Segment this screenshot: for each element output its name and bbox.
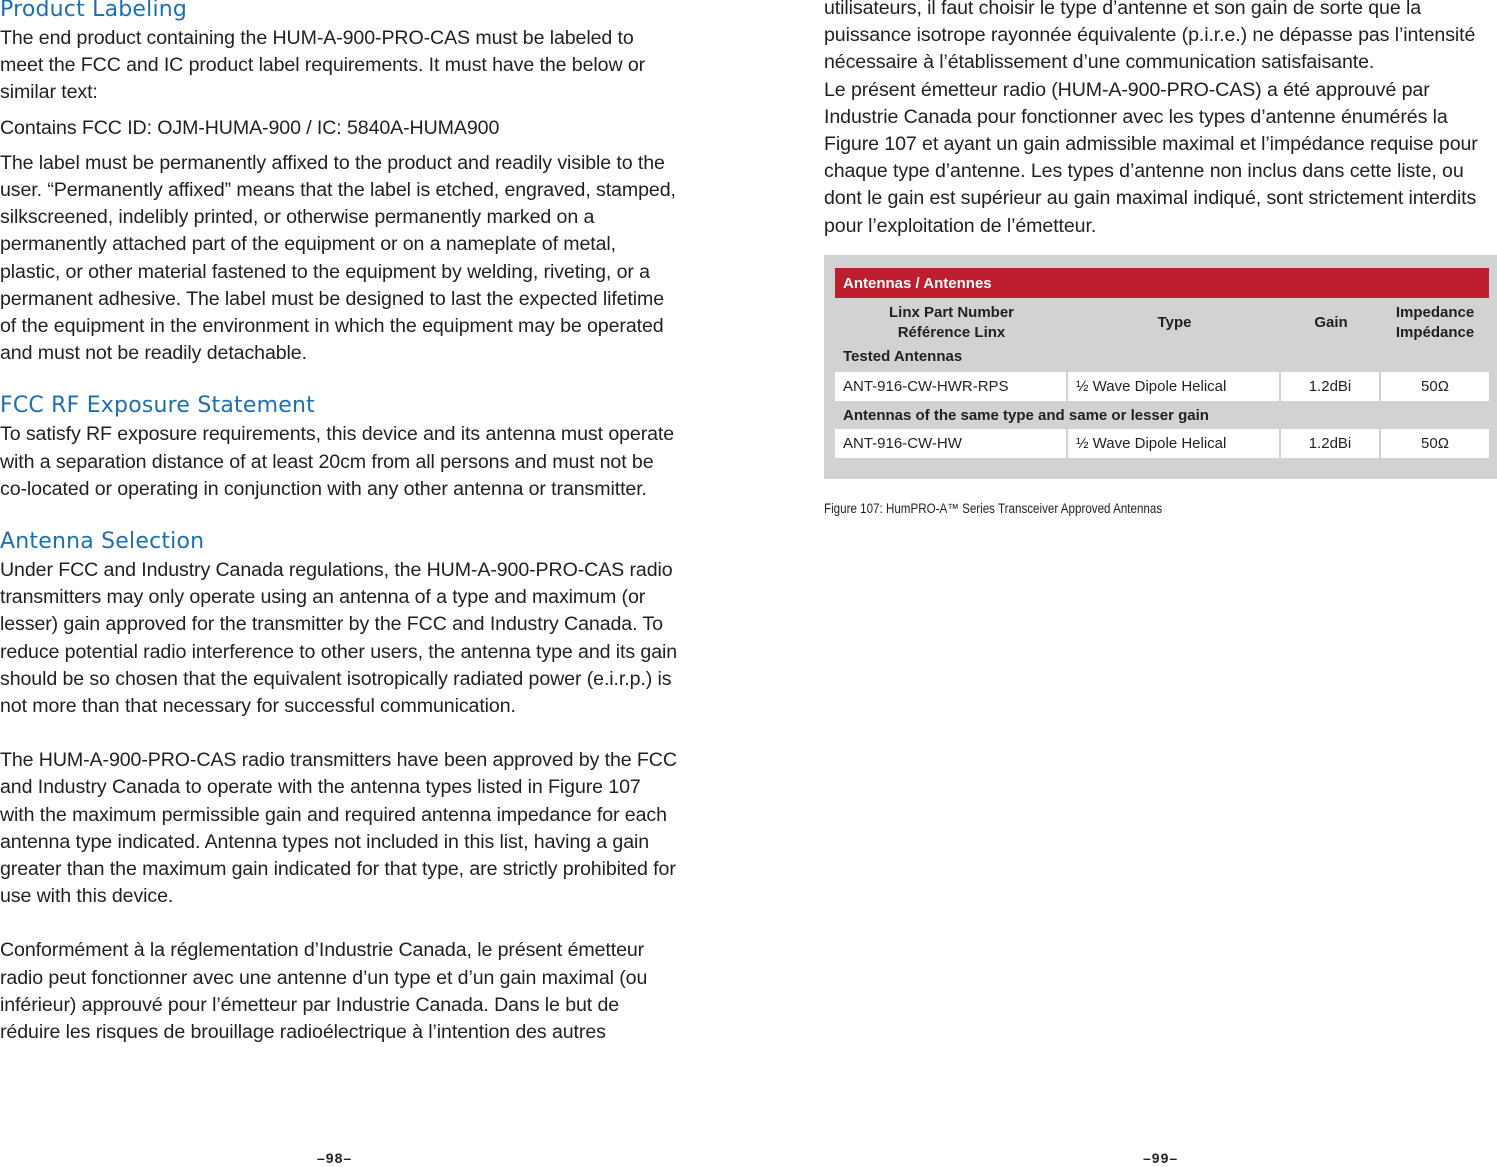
table-row <box>835 372 1489 401</box>
group-label-same-type: Antennas of the same type and same or lesser gain <box>843 406 1209 424</box>
paragraph: The end product containing the HUM-A-900-PRO-CAS must be labeled to meet the FCC and IC product label requirements. It must have the below or similar text: <box>0 27 646 104</box>
cell-impedance: 50Ω <box>1381 429 1489 458</box>
paragraph-french: Conformément à la réglementation d’Industrie Canada, le présent émetteur radio peut fonctionner avec une antenne d’un type et d’un gain maximal (ou inférieur) approuvé pour l’émetteur par Industrie Canada. Dans le but de réduire les risques de brouillage radioélectrique à l’intention des autres <box>0 939 648 1044</box>
antenna-table <box>835 268 1489 458</box>
cell-gain: 1.2dBi <box>1281 372 1381 401</box>
cell-type: ½ Wave Dipole Helical <box>1068 372 1281 401</box>
figure-caption: Figure 107: HumPRO-A™ Series Transceiver Approved Antennas <box>824 501 1163 516</box>
section-heading-antenna-selection: Antenna Selection <box>0 529 205 555</box>
header-gain: Gain <box>1314 314 1348 331</box>
header-impedance-line2: Impédance <box>1395 324 1475 341</box>
fcc-id-line: Contains FCC ID: OJM-HUMA-900 / IC: 5840A-HUMA900 <box>0 116 500 139</box>
page-number-right: –99– <box>1143 1150 1179 1166</box>
table-title: Antennas / Antennes <box>835 268 1489 298</box>
antenna-table-panel <box>824 255 1497 479</box>
table-row <box>835 429 1489 458</box>
paragraph: To satisfy RF exposure requirements, this device and its antenna must operate with a separation distance of at least 20cm from all persons and must not be co-located or operating in conjunction with any other antenna or transmitter. <box>0 423 675 500</box>
paragraph: The HUM-A-900-PRO-CAS radio transmitters have been approved by the FCC and Industry Canada to operate with the antenna types listed in Figure 107 with the maximum permissible gain and required antenna impedance for each antenna type indicated. Antenna types not included in this list, having a gain greater than the maximum gain indicated for that type, are strictly prohibited for use with this device. <box>0 749 677 908</box>
cell-type: ½ Wave Dipole Helical <box>1068 429 1281 458</box>
paragraph-french: utilisateurs, il faut choisir le type d’antenne et son gain de sorte que la puissance isotrope rayonnée équivalente (p.i.r.e.) ne dépasse pas l’intensité nécessaire à l’établissement d’une communication satisfaisante. <box>824 0 1476 74</box>
cell-impedance: 50Ω <box>1381 372 1489 401</box>
header-impedance <box>1381 298 1489 348</box>
header-impedance-line1: Impedance <box>1395 304 1475 321</box>
section-heading-product-labeling: Product Labeling <box>0 0 188 22</box>
header-type: Type <box>1157 314 1192 331</box>
group-label-tested: Tested Antennas <box>843 348 963 365</box>
paragraph: Under FCC and Industry Canada regulations, the HUM-A-900-PRO-CAS radio transmitters may only operate using an antenna of a type and maximum (or lesser) gain approved for the transmitter by the FCC and Industry Canada. To reduce potential radio interference to other users, the antenna type and its gain should be so chosen that the equivalent isotropically radiated power (e.i.r.p.) is not more than that necessary for successful communication. <box>0 559 678 718</box>
section-heading-rf-exposure: FCC RF Exposure Statement <box>0 393 315 419</box>
header-part-number <box>835 298 1068 348</box>
header-part-line1: Linx Part Number <box>888 304 1015 321</box>
table-header-row <box>835 298 1489 348</box>
cell-part: ANT-916-CW-HW <box>835 429 1068 458</box>
page-number-left: –98– <box>317 1150 353 1166</box>
header-part-line2: Référence Linx <box>897 324 1006 341</box>
paragraph: The label must be permanently affixed to the product and readily visible to the user. “Permanently affixed” means that the label is etched, engraved, stamped, silkscreened, indelibly printed, or otherwise permanently marked on a permanently attached part of the equipment or on a nameplate of metal, plastic, or other material fastened to the equipment by welding, riveting, or a permanent adhesive. The label must be designed to last the expected lifetime of the equipment in the environment in which the equipment may be operated and must not be readily detachable. <box>0 151 676 365</box>
paragraph-french: Le présent émetteur radio (HUM-A-900-PRO-CAS) a été approuvé par Industrie Canada pour fonctionner avec les types d’antenne énumérés la Figure 107 et ayant un gain admissible maximal et l’impédance requise pour chaque type d’antenne. Les types d’antenne non inclus dans cette liste, ou dont le gain est supérieur au gain maximal indiqué, sont strictement interdits pour l’exploitation de l’émetteur. <box>824 78 1478 237</box>
cell-gain: 1.2dBi <box>1281 429 1381 458</box>
cell-part: ANT-916-CW-HWR-RPS <box>835 372 1068 401</box>
